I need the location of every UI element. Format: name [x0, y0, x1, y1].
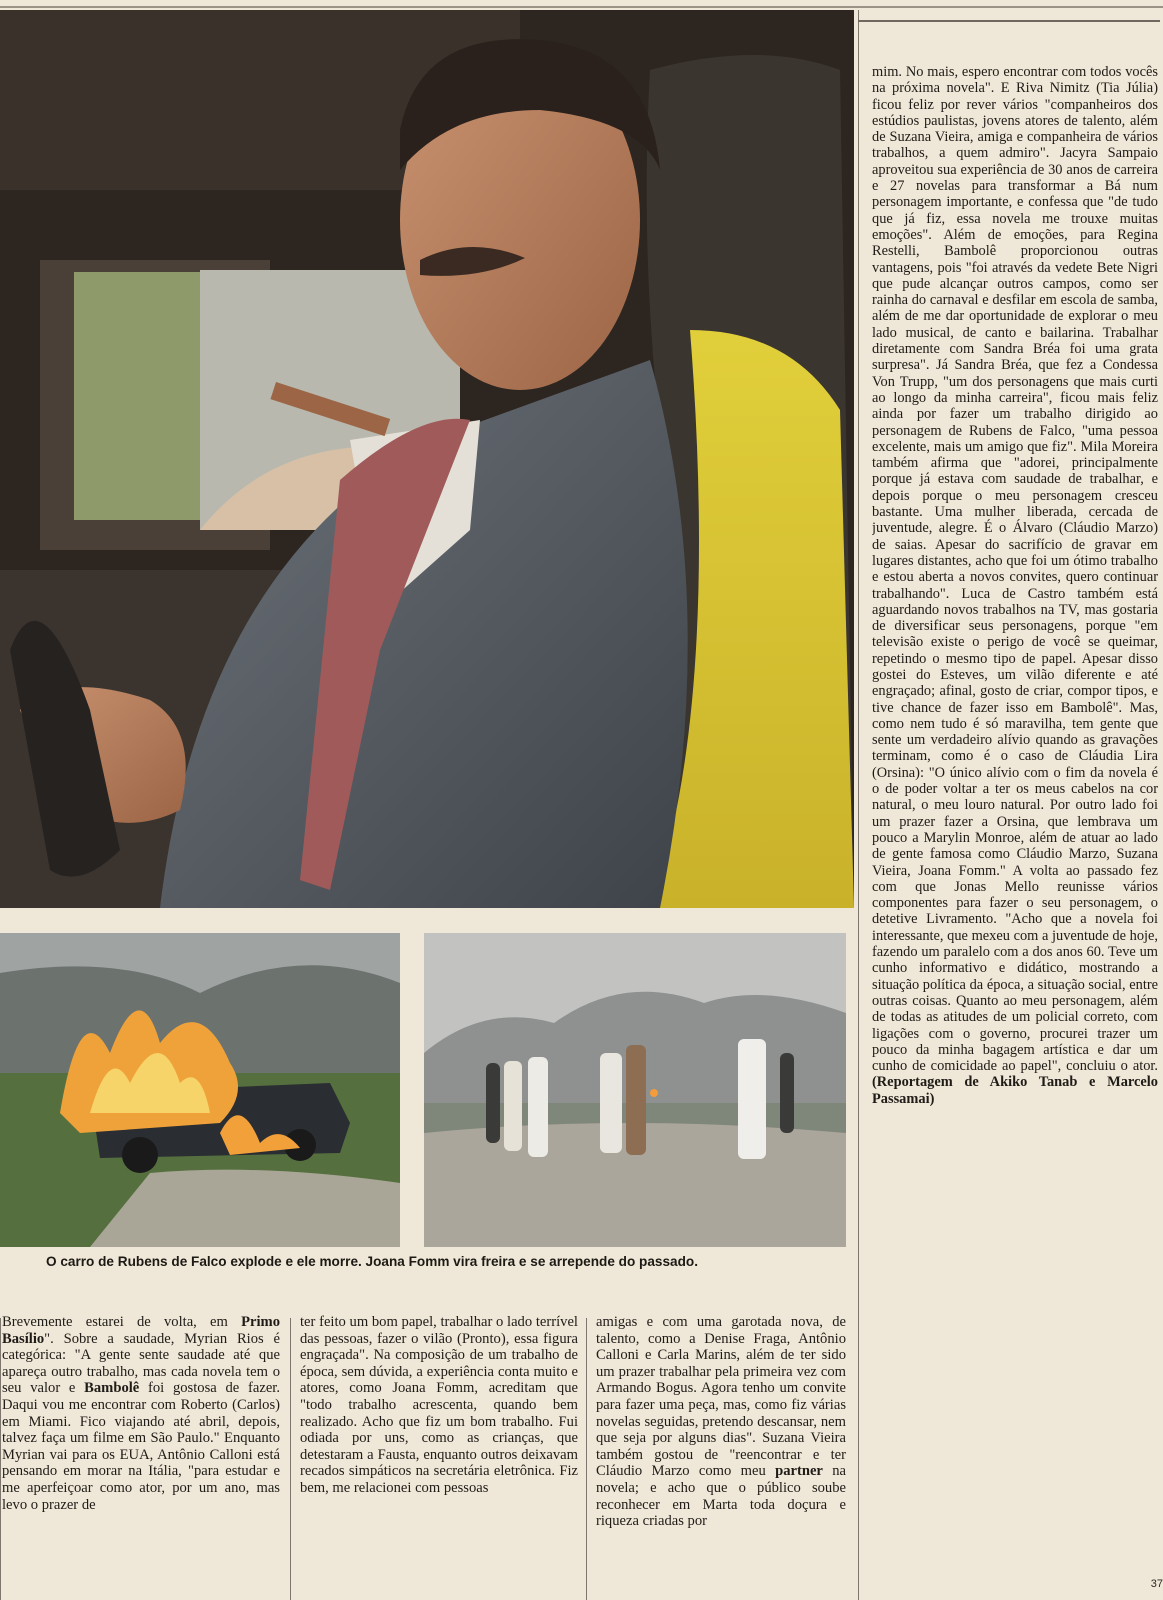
word-partner: partner	[775, 1463, 823, 1480]
photo-caption: O carro de Rubens de Falco explode e ele morre. Joana Fomm vira freira e se arrepende do passado.	[46, 1254, 698, 1269]
paragraph-text: foi gostosa de fazer. Daqui vou me encontrar com Roberto (Carlos) em Miami. Fico viajando até abril, depois, talvez faça um filme em São Paulo." Enquanto Myrian vai para os EUA, Antônio Calloni está pensando em morar na Itália, "para estudar e me aperfeiçoar como ator, por um ano, mas levo o prazer de	[2, 1380, 280, 1513]
title-primo-basilio: Primo Basílio	[2, 1314, 280, 1347]
report-credit: (Reportagem de Akiko Tanab e Marcelo Passamai)	[872, 1074, 1158, 1107]
paragraph-text: ". Sobre a saudade, Myrian Rios é categórica: "A gente sente saudade até que apareça outro trabalho, mas cada novela tem o seu valor e	[2, 1330, 280, 1397]
page-number: 37	[1150, 1578, 1163, 1590]
burning-car-photo	[0, 933, 400, 1247]
column-rule-bottom-1	[290, 1318, 291, 1600]
bottom-column-1	[2, 1314, 280, 1600]
right-column-text	[872, 64, 1158, 1596]
burning-car-illustration	[0, 933, 400, 1247]
main-photo-illustration	[0, 10, 854, 908]
column-rule-bottom-2	[586, 1318, 587, 1600]
group-photo	[424, 933, 846, 1247]
top-rule	[0, 6, 1163, 8]
main-photo	[0, 10, 854, 908]
paragraph-text: Brevemente estarei de volta, em	[2, 1314, 242, 1330]
column-rule-right	[858, 10, 859, 1600]
bottom-column-3	[596, 1314, 846, 1600]
column-rule-bottom-left	[0, 1318, 1, 1600]
top-right-rule	[858, 20, 1160, 22]
title-bambole: Bambolê	[84, 1380, 140, 1397]
paragraph-text: amigas e com uma garotada nova, de talento, como a Denise Fraga, Antônio Calloni e Carla Marins, além de ter sido um prazer trabalhar pela primeira vez com Armando Bogus. Agora tenho um convite para fazer uma peça, mas, como fiz várias novelas seguidas, pretendo descansar, nem que seja por alguns dias". Suzana Vieira também gostou de "reencontrar e ter Cláudio Marzo como meu	[596, 1314, 846, 1480]
paragraph-text: na novela; e acho que o público soube reconhecer em Marta toda doçura e riqueza criadas por	[596, 1463, 846, 1530]
right-column-body: mim. No mais, espero encontrar com todos vocês na próxima novela". E Riva Nimitz (Tia Júlia) ficou feliz por rever vários "companheiros dos estúdios paulistas, jovens atores de talento, além de Suzana Vieira, amiga e companheira de vários trabalhos, a quem admiro". Jacyra Sampaio aproveitou sua experiência de 30 anos de carreira e 27 novelas para transformar a Bá num personagem importante, e confessa que "de tudo que já fiz, essa novela me trouxe muitas emoções". Além de emoções, para Regina Restelli, Bambolê proporcionou outras vantagens, pois "foi através da vedete Bete Nigri que pude alcançar outros campos, como ser rainha do carnaval e desfilar em escola de samba, além de me dar oportunidade de explorar o meu lado musical, de canto e bailarina. Trabalhar diretamente com Sandra Bréa foi uma grata surpresa". Já Sandra Bréa, que fez a Condessa Von Trupp, "um dos personagens que mais curti ao longo da minha carreira", ficou mais feliz ainda por fazer um trabalho dirigido ao personagem de Rubens de Falco, "uma pessoa excelente, mais um amigo que fiz". Mila Moreira também afirma que "adorei, principalmente porque já estava com saudade de trabalhar, e depois porque o meu personagem cresceu bastante. Uma mulher liberada, cercada de juventude, alegre. É o Álvaro (Cláudio Marzo) de saias. Apesar do sacrifício de gravar em lugares distantes, acho que foi um ótimo trabalho e estou aberta a novos convites, quero continuar trabalhando". Luca de Castro também está aguardando novos trabalhos na TV, mas gostaria de diversificar seus personagens, porque "em televisão existe o perigo de você se queimar, repetindo o mesmo tipo de papel. Apesar disso gostei do Esteves, um vilão diferente e até engraçado; afinal, gosto de criar, compor tipos, e tive chance de fazer isso em Bambolê". Mas, como nem tudo é só maravilha, tem gente que sente um verdadeiro alívio quando as gravações terminam, como é o caso de Cláudia Lira (Orsina): "O único alívio com o fim da novela é o de poder voltar a ter os meus cabelos na cor natural, o meu louro natural. Por outro lado foi um prazer fazer a Orsina, que lembrava um pouco a Marylin Monroe, além de atuar ao lado de gente famosa como Cláudio Marzo, Suzana Vieira, Joana Fomm." A volta ao passado fez com que Jonas Mello reunisse vários componentes para fazer o seu personagem, o detetive Livramento. "Acho que a novela foi interessante, que mexeu com a juventude de hoje, fazendo um paralelo com a dos anos 60. Teve um cunho informativo e didático, mostrando a situação política da época, a situação social, entre outras coisas. Quanto ao meu personagem, além de todas as atitudes de um policial correto, com ligações com o governo, procurei trazer um pouco da minha bagagem artística e dar um cunho de comicidade ao papel", concluiu o ator.	[872, 64, 1158, 1075]
paragraph-text: ter feito um bom papel, trabalhar o lado terrível das pessoas, fazer o vilão (Pronto), essa figura engraçada". Na composição de um trabalho de época, sem dúvida, a experiência conta muito e atores, como Joana Fomm, acreditam que "todo trabalho acrescenta, quando bem realizado. Acho que fiz um bom trabalho. Fui odiada por uns, como as crianças, que detestaram a Fausta, enquanto outros deixavam recados simpáticos na secretária eletrônica. Fiz bem, me relacionei com pessoas	[300, 1314, 578, 1496]
bottom-column-2	[300, 1314, 578, 1600]
group-photo-illustration	[424, 933, 846, 1247]
